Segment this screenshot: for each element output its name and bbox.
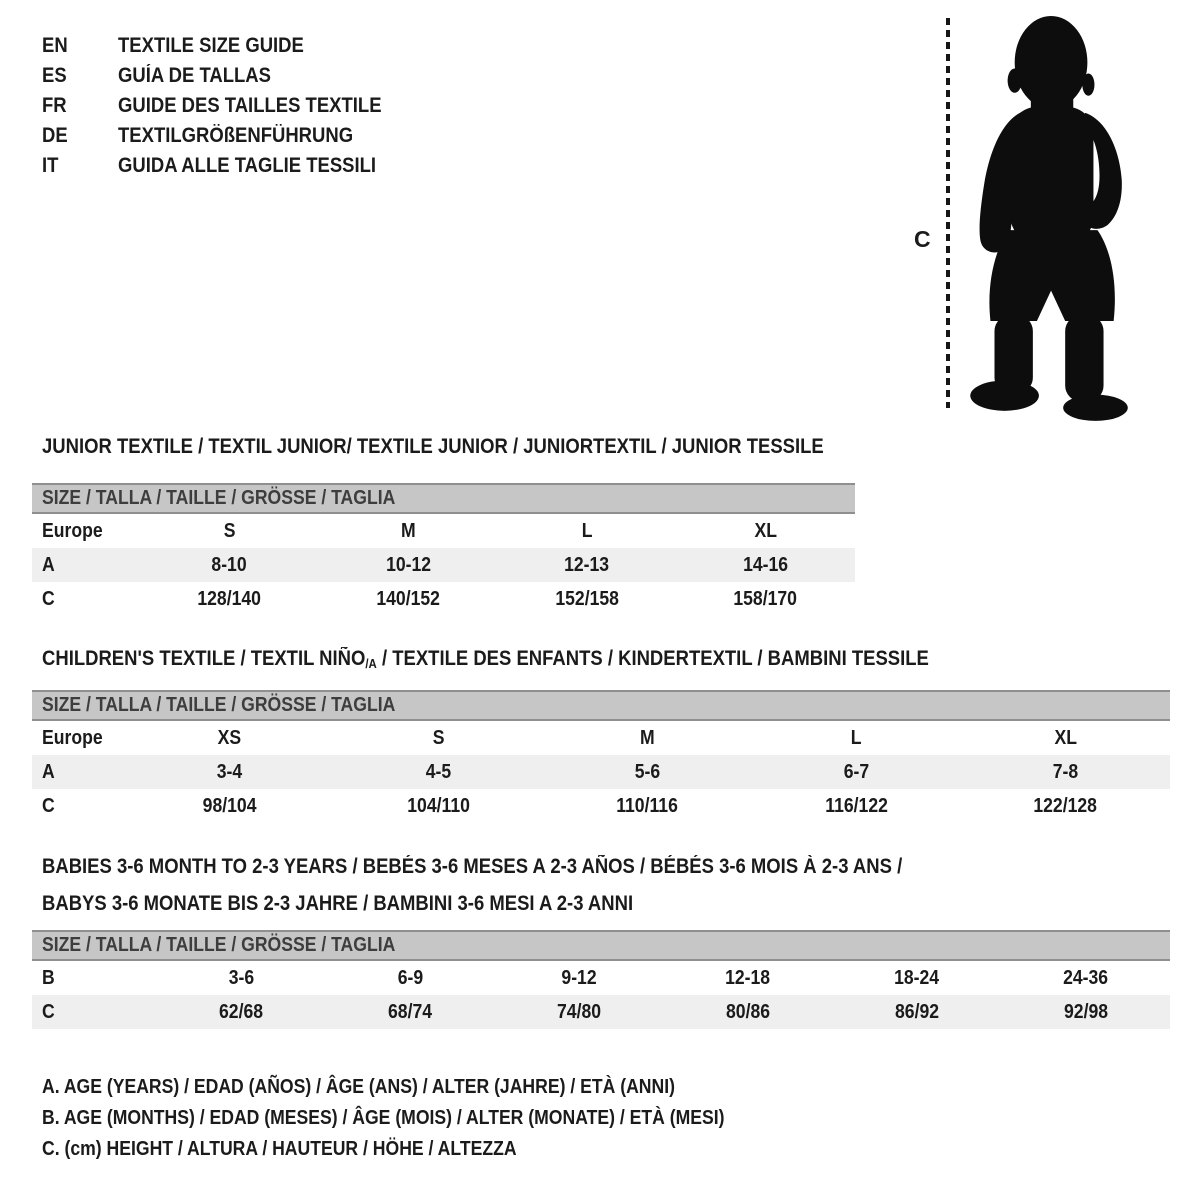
size-cell: 12-18 [725, 966, 771, 989]
size-cell: 3-4 [216, 760, 243, 783]
size-header-bar: SIZE / TALLA / TAILLE / GRÖSSE / TAGLIA [32, 690, 1170, 721]
row-label: Europe [42, 726, 103, 749]
size-cell: 122/128 [1033, 794, 1098, 817]
height-dotted-line [946, 18, 950, 408]
language-code: DE [42, 124, 68, 147]
language-row [42, 121, 417, 151]
size-cell: M [640, 726, 655, 749]
children-size-table [32, 721, 1170, 823]
size-cell: 116/122 [825, 794, 888, 817]
size-cell: 140/152 [376, 587, 440, 610]
table-row [32, 514, 855, 548]
row-label: Europe [42, 519, 103, 542]
row-label: A [42, 760, 55, 783]
babies-size-table [32, 961, 1170, 1029]
language-title: GUÍA DE TALLAS [118, 64, 271, 87]
language-title: TEXTILE SIZE GUIDE [118, 34, 304, 57]
size-header-bar: SIZE / TALLA / TAILLE / GRÖSSE / TAGLIA [32, 483, 855, 514]
section-title: JUNIOR TEXTILE / TEXTIL JUNIOR/ TEXTILE JUNIOR / JUNIORTEXTIL / JUNIOR TESSILE [42, 435, 824, 458]
size-cell: 86/92 [894, 1000, 939, 1023]
size-cell: XL [754, 519, 777, 542]
language-code: IT [42, 154, 59, 177]
size-cell: 62/68 [219, 1000, 264, 1023]
height-marker-c: C [914, 226, 931, 252]
size-cell: S [223, 519, 236, 542]
language-code: FR [42, 94, 67, 117]
legend-line-a: A. AGE (YEARS) / EDAD (AÑOS) / ÂGE (ANS) / ALTER (JAHRE) / ETÀ (ANNI) [42, 1076, 675, 1098]
legend [42, 1072, 818, 1165]
size-cell: 12-13 [564, 553, 610, 576]
table-row [32, 582, 855, 616]
size-cell: 80/86 [725, 1000, 770, 1023]
size-cell: 92/98 [1063, 1000, 1108, 1023]
size-cell: 68/74 [388, 1000, 433, 1023]
table-row [32, 961, 1170, 995]
row-label: C [42, 794, 55, 817]
language-header [42, 31, 417, 181]
size-cell: 4-5 [425, 760, 452, 783]
language-title: GUIDE DES TAILLES TEXTILE [118, 94, 382, 117]
section-babies [32, 848, 1170, 1029]
language-title: TEXTILGRÖßENFÜHRUNG [118, 124, 354, 147]
size-cell: M [400, 519, 416, 542]
language-row [42, 91, 417, 121]
row-label: C [42, 587, 55, 610]
toddler-silhouette [966, 16, 1128, 430]
size-cell: 8-10 [211, 553, 247, 576]
table-row [32, 548, 855, 582]
table-row [32, 789, 1170, 823]
table-row [32, 995, 1170, 1029]
size-cell: 98/104 [202, 794, 257, 817]
size-cell: 104/110 [407, 794, 470, 817]
size-cell: S [432, 726, 445, 749]
language-title: GUIDA ALLE TAGLIE TESSILI [118, 154, 377, 177]
size-cell: 6-7 [843, 760, 870, 783]
size-cell: 14-16 [743, 553, 789, 576]
language-code: ES [42, 64, 67, 87]
size-cell: 128/140 [197, 587, 262, 610]
size-cell: 158/170 [733, 587, 798, 610]
row-label: C [42, 1000, 55, 1023]
section-title-line1: BABIES 3-6 MONTH TO 2-3 YEARS / BEBÉS 3-6 MESES A 2-3 AÑOS / BÉBÉS 3-6 MOIS À 2-3 ANS / [42, 855, 903, 878]
row-label: A [42, 553, 55, 576]
table-row [32, 755, 1170, 789]
size-cell: L [851, 726, 862, 749]
size-cell: 6-9 [397, 966, 423, 989]
size-cell: 24-36 [1063, 966, 1109, 989]
language-row [42, 151, 417, 181]
size-cell: 152/158 [555, 587, 619, 610]
size-cell: 74/80 [557, 1000, 602, 1023]
language-row [42, 61, 417, 91]
size-cell: 110/116 [616, 794, 679, 817]
size-cell: 9-12 [561, 966, 597, 989]
section-junior [32, 436, 855, 616]
size-cell: 10-12 [385, 553, 431, 576]
legend-line-c: C. (cm) HEIGHT / ALTURA / HAUTEUR / HÖHE / ALTEZZA [42, 1138, 517, 1160]
nino-a-subscript: /A [365, 656, 377, 671]
junior-size-table [32, 514, 855, 616]
section-title: CHILDREN'S TEXTILE / TEXTIL NIÑO/A / TEXTILE DES ENFANTS / KINDERTEXTIL / BAMBINI TESSILE [42, 647, 929, 671]
size-cell: XL [1054, 726, 1077, 749]
size-header-bar: SIZE / TALLA / TAILLE / GRÖSSE / TAGLIA [32, 930, 1170, 961]
row-label: B [42, 966, 55, 989]
size-cell: 3-6 [228, 966, 255, 989]
size-cell: 18-24 [894, 966, 940, 989]
table-row [32, 721, 1170, 755]
language-row [42, 31, 417, 61]
section-children [32, 648, 1170, 823]
language-code: EN [42, 34, 68, 57]
size-cell: 7-8 [1052, 760, 1079, 783]
size-cell: 5-6 [634, 760, 661, 783]
section-title-line2: BABYS 3-6 MONATE BIS 2-3 JAHRE / BAMBINI 3-6 MESI A 2-3 ANNI [42, 892, 634, 915]
legend-line-b: B. AGE (MONTHS) / EDAD (MESES) / ÂGE (MOIS) / ALTER (MONATE) / ETÀ (MESI) [42, 1107, 725, 1129]
size-cell: XS [217, 726, 242, 749]
size-cell: L [581, 519, 593, 542]
